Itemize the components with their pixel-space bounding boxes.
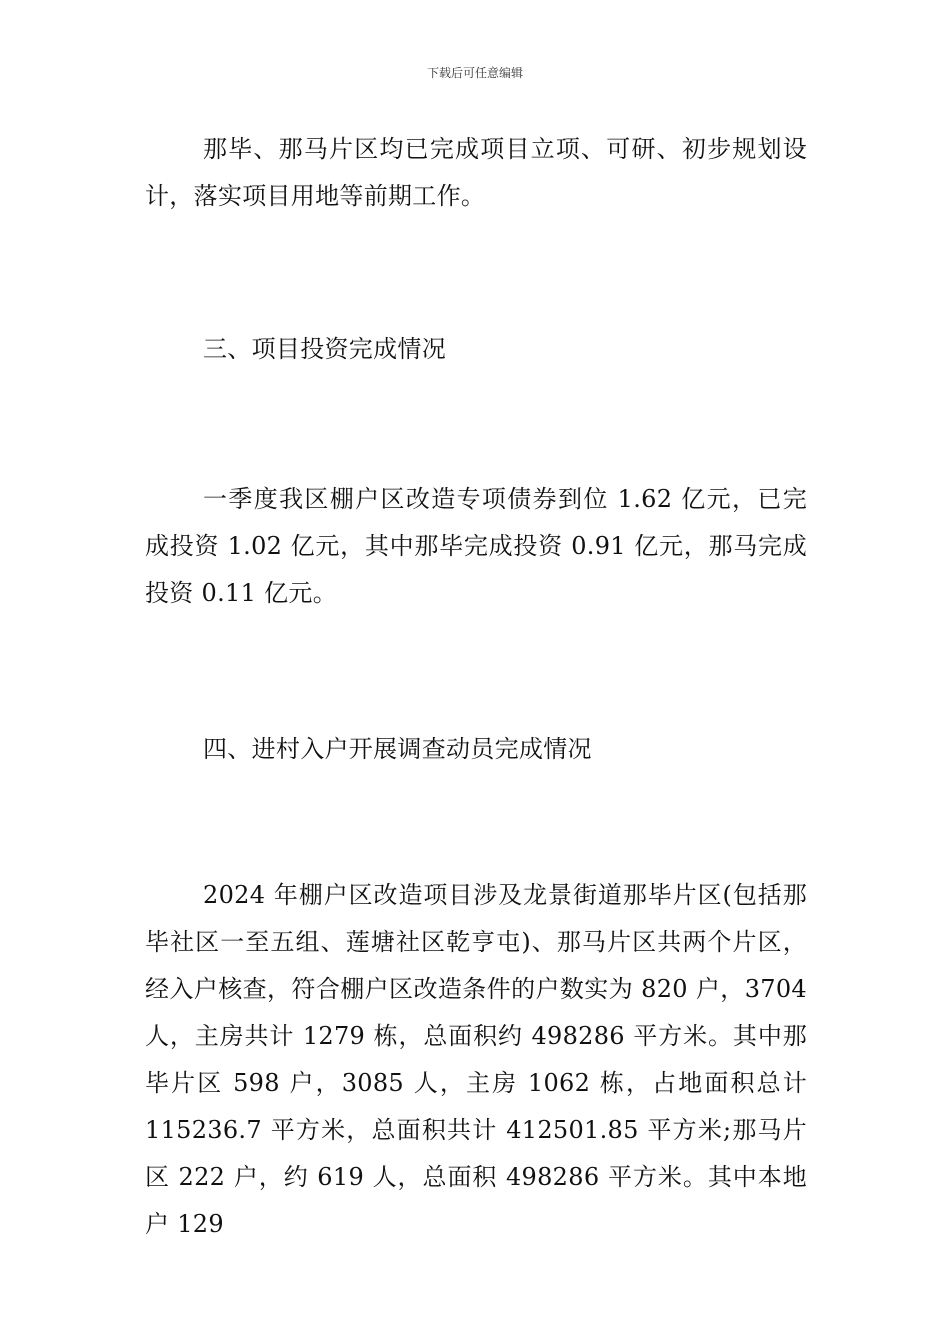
section-heading-survey: 四、进村入户开展调查动员完成情况 (203, 735, 592, 763)
paragraph-preliminary-work: 那毕、那马片区均已完成项目立项、可研、初步规划设计，落实项目用地等前期工作。 (145, 135, 807, 210)
page-header: 下载后可任意编辑 (426, 66, 523, 80)
paragraph-investment: 一季度我区棚户区改造专项债券到位 1.62 亿元，已完成投资 1.02 亿元，其中那毕完成投资 0.91 亿元，那马完成投资 0.11 亿元。 (145, 485, 807, 607)
section-heading-investment: 三、项目投资完成情况 (203, 335, 446, 363)
paragraph-survey: 2024 年棚户区改造项目涉及龙景街道那毕片区(包括那毕社区一至五组、莲塘社区乾亨屯)、那马片区共两个片区，经入户核查，符合棚户区改造条件的户数实为 820 户，3704 人，主房共计 1279 栋，总面积约 498286 平方米。其中那毕片区 598 户，3085 人，主房 1062 栋，占地面积总计 115236.7 平方米，总面积共计 412501.85 平方米;那马片区 222 户，约 619 人，总面积 498286 平方米。其中本地户 129 (145, 881, 807, 1238)
